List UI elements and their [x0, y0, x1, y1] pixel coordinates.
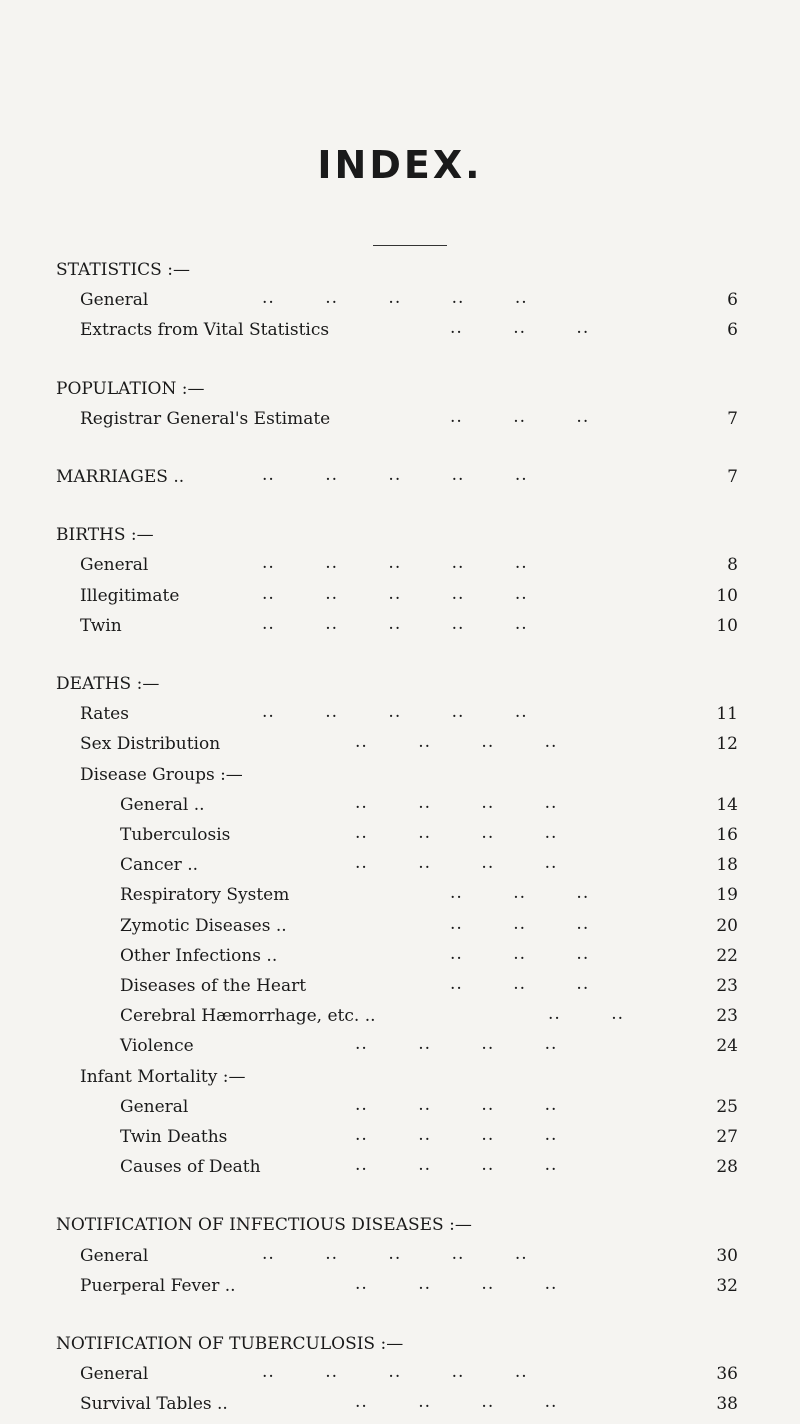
index-entry [0, 287, 800, 313]
sub-entry-page-number: 24 [716, 1036, 738, 1057]
index-entry-leader-dots: .. .. .. .. .. [262, 288, 528, 309]
index-entry-label: Sex Distribution [80, 734, 221, 755]
sub-entry [0, 943, 800, 969]
section-heading-label: BIRTHS :— [56, 525, 154, 546]
section-heading-label: POPULATION :— [56, 378, 205, 399]
page-title: INDEX. [317, 143, 483, 187]
section-heading [0, 671, 800, 697]
index-entry [0, 1391, 800, 1417]
index-entry-label: General [80, 1364, 149, 1385]
sub-entry-label: Causes of Death [120, 1157, 261, 1178]
section-heading [0, 1331, 800, 1357]
sub-entry-leader-dots: .. .. .. .. [355, 1155, 558, 1176]
index-entry [0, 406, 800, 432]
index-entry [0, 1243, 800, 1269]
sub-entry [0, 822, 800, 848]
sub-entry-page-number: 22 [716, 945, 738, 966]
index-entry-page-number: 8 [727, 555, 738, 576]
sub-entry-page-number: 25 [716, 1096, 738, 1117]
index-entry-label: General [80, 555, 149, 576]
sub-entry [0, 882, 800, 908]
sub-entry [0, 1003, 800, 1029]
index-entry-leader-dots: .. .. .. .. [355, 1273, 558, 1294]
sub-entry [0, 1094, 800, 1120]
section-heading-label: NOTIFICATION OF TUBERCULOSIS :— [56, 1334, 404, 1354]
section-heading-leader-dots: .. .. .. .. .. [262, 465, 528, 485]
index-entry-leader-dots: .. .. .. .. .. [262, 583, 528, 604]
sub-entry-page-number: 27 [716, 1127, 738, 1147]
sub-entry [0, 1154, 800, 1180]
sub-entry-page-number: 19 [716, 885, 738, 906]
sub-entry-page-number: 20 [716, 915, 738, 936]
section-heading-label: NOTIFICATION OF INFECTIOUS DISEASES :— [56, 1215, 472, 1236]
sub-entry-label: Diseases of the Heart [120, 976, 307, 996]
section-heading [0, 257, 800, 283]
index-entry-leader-dots: .. .. .. .. [355, 1392, 558, 1413]
index-entry-page-number: 38 [716, 1394, 738, 1415]
sub-entry-leader-dots: .. .. .. [450, 943, 590, 964]
index-entry [0, 701, 800, 727]
sub-entry-page-number: 16 [716, 825, 738, 845]
index-entry [0, 1064, 800, 1090]
index-entry [0, 613, 800, 639]
sub-entry-label: Other Infections .. [120, 945, 278, 966]
index-entry-label: Registrar General's Estimate [80, 408, 331, 429]
index-entry-leader-dots: .. .. .. .. .. [262, 1362, 528, 1383]
index-entry-page-number: 6 [727, 290, 738, 311]
index-entry-label: General [80, 290, 149, 311]
index-entry-page-number: 36 [716, 1364, 738, 1385]
sub-entry-label: Zymotic Diseases .. [120, 915, 287, 936]
sub-entry-label: Tuberculosis [120, 825, 231, 845]
index-entry-page-number: 10 [716, 615, 738, 636]
index-entry-leader-dots: .. .. .. .. .. [262, 613, 528, 634]
index-entry-label: Twin [80, 615, 122, 636]
section-heading-page-number: 7 [727, 467, 738, 487]
sub-entry-page-number: 23 [716, 976, 738, 996]
sub-entry-label: Violence [120, 1036, 194, 1057]
index-entry-leader-dots: .. .. .. [450, 406, 590, 427]
sub-entry-label: Twin Deaths [120, 1127, 228, 1147]
sub-entry-label: Respiratory System [120, 885, 290, 906]
sub-entry [0, 852, 800, 878]
index-entry-leader-dots: .. .. .. .. [355, 732, 558, 753]
index-entry-page-number: 6 [727, 320, 738, 341]
index-entry-page-number: 32 [716, 1275, 738, 1296]
sub-entry-label: General .. [120, 794, 205, 815]
section-heading-label: MARRIAGES .. [56, 467, 185, 487]
sub-entry [0, 792, 800, 818]
index-entry-leader-dots: .. .. .. .. .. [262, 553, 528, 574]
index-entry-label: General [80, 1245, 149, 1266]
sub-entry-label: Cancer .. [120, 855, 199, 876]
section-heading [0, 464, 800, 490]
sub-entry-leader-dots: .. .. .. [450, 913, 590, 934]
index-entry-page-number: 7 [727, 408, 738, 429]
index-entry-leader-dots: .. .. .. .. .. [262, 702, 528, 723]
index-entry-page-number: 30 [716, 1245, 738, 1266]
sub-entry-leader-dots: .. .. .. .. [355, 792, 558, 813]
index-entry-page-number: 11 [716, 704, 738, 725]
sub-entry-page-number: 28 [716, 1157, 738, 1178]
title-rule [373, 245, 447, 246]
sub-entry-label: Cerebral Hæmorrhage, etc. .. [120, 1006, 376, 1027]
index-entry-label: Rates [80, 704, 129, 725]
sub-entry-leader-dots: .. .. .. [450, 974, 590, 994]
sub-entry-leader-dots: .. .. .. .. [355, 1094, 558, 1115]
sub-entry-leader-dots: .. .. .. .. [355, 853, 558, 874]
sub-entry-page-number: 14 [716, 794, 738, 815]
section-heading [0, 1212, 800, 1238]
index-entry-label: Survival Tables .. [80, 1394, 228, 1415]
sub-entry-leader-dots: .. .. .. .. [355, 1125, 558, 1145]
section-heading [0, 522, 800, 548]
index-entry [0, 317, 800, 343]
sub-entry-leader-dots: .. .. .. .. [355, 823, 558, 843]
index-entry-page-number: 12 [716, 734, 738, 755]
index-entry [0, 1361, 800, 1387]
index-entry [0, 552, 800, 578]
sub-entry-page-number: 23 [716, 1006, 738, 1027]
sub-entry [0, 973, 800, 999]
sub-entry-label: General [120, 1096, 189, 1117]
index-entry-leader-dots: .. .. .. .. .. [262, 1243, 528, 1264]
sub-entry-leader-dots: .. .. .. [450, 883, 590, 904]
sub-entry-leader-dots: .. .. [548, 1004, 625, 1025]
index-entry-leader-dots: .. .. .. [450, 318, 590, 339]
index-entry-label: Infant Mortality :— [80, 1066, 246, 1087]
section-heading [0, 376, 800, 402]
index-entry-label: Illegitimate [80, 585, 180, 606]
section-heading-label: STATISTICS :— [56, 260, 190, 280]
index-entry-label: Disease Groups :— [80, 764, 243, 785]
section-heading-label: DEATHS :— [56, 674, 160, 694]
index-entry [0, 1273, 800, 1299]
index-entry-page-number: 10 [716, 585, 738, 606]
sub-entry [0, 1124, 800, 1150]
sub-entry-page-number: 18 [716, 855, 738, 876]
sub-entry-leader-dots: .. .. .. .. [355, 1034, 558, 1055]
sub-entry [0, 913, 800, 939]
index-entry-label: Extracts from Vital Statistics [80, 320, 330, 341]
index-entry-label: Puerperal Fever .. [80, 1275, 236, 1296]
index-entry [0, 762, 800, 788]
index-entry [0, 731, 800, 757]
index-entry [0, 583, 800, 609]
sub-entry [0, 1033, 800, 1059]
